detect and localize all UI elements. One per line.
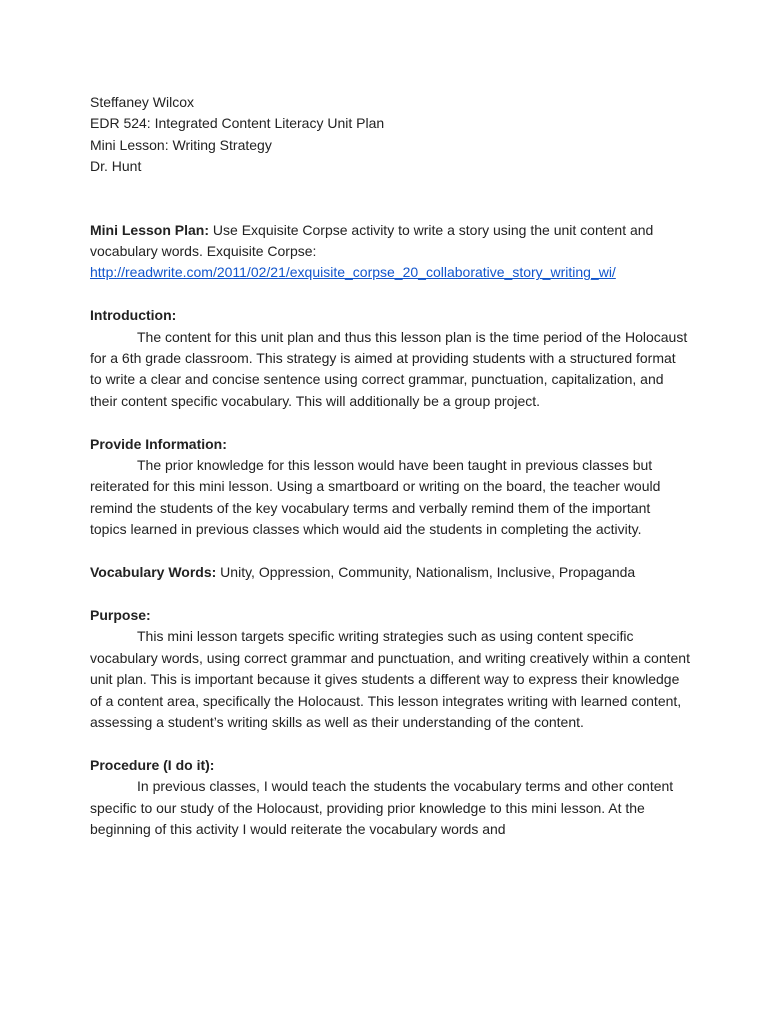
mini-lesson-plan-label: Mini Lesson Plan: (90, 221, 210, 238)
instructor-name: Dr. Hunt (90, 158, 142, 175)
purpose-section (90, 605, 690, 733)
spacer (90, 178, 690, 220)
introduction-text: The content for this unit plan and thus this lesson plan is the time period of the Holocaust for a 6th grade classroom. This strategy is aimed at providing students with a structured format to write a clear and concise sentence using correct grammar, punctuation, capitalization, and their content specific vocabulary. This will additionally be a group project. (90, 328, 688, 409)
spacer (90, 583, 690, 604)
mini-lesson-plan-text: Use Exquisite Corpse activity to write a story using the unit content and vocabulary words. Exquisite Corpse: (90, 221, 654, 260)
spacer (90, 733, 690, 754)
provide-information-text: The prior knowledge for this lesson would have been taught in previous classes but reiterated for this mini lesson. Using a smartboard or writing on the board, the teacher would remind the students of the key vocabulary terms and verbally remind them of the important topics learned in previous classes which would aid the students in completing the activity. (90, 457, 661, 538)
provide-information-title: Provide Information: (90, 435, 227, 452)
document-page (90, 92, 690, 840)
lesson-title: Mini Lesson: Writing Strategy (90, 136, 272, 153)
mini-lesson-plan-paragraph (90, 220, 690, 284)
procedure-section (90, 755, 690, 841)
provide-information-section (90, 434, 690, 541)
spacer (90, 412, 690, 433)
exquisite-corpse-link[interactable]: http://readwrite.com/2011/02/21/exquisite_corpse_20_collaborative_story_writing_wi/ (90, 264, 616, 281)
vocabulary-text: Unity, Oppression, Community, Nationalism, Inclusive, Propaganda (216, 564, 636, 581)
purpose-text: This mini lesson targets specific writing strategies such as using content specific vocabulary words, using correct grammar and punctuation, and writing creatively within a content unit plan. This is important because it gives students a different way to express their knowledge of a content area, specifically the Holocaust. This lesson integrates writing with learned content, assessing a student’s writing skills as well as their understanding of the content. (90, 628, 690, 730)
spacer (90, 541, 690, 562)
vocabulary-label: Vocabulary Words: (90, 564, 217, 581)
spacer (90, 284, 690, 305)
course-title: EDR 524: Integrated Content Literacy Unit Plan (90, 115, 385, 132)
author-name: Steffaney Wilcox (90, 94, 195, 110)
document-header (90, 92, 690, 178)
procedure-text: In previous classes, I would teach the students the vocabulary terms and other content specific to our study of the Holocaust, providing prior knowledge to this mini lesson. At the beginning of this activity I would reiterate the vocabulary words and (90, 778, 674, 837)
procedure-title: Procedure (I do it): (90, 756, 215, 773)
vocabulary-paragraph (90, 562, 690, 583)
purpose-title: Purpose: (90, 606, 151, 623)
introduction-section (90, 305, 690, 412)
introduction-title: Introduction: (90, 307, 177, 324)
